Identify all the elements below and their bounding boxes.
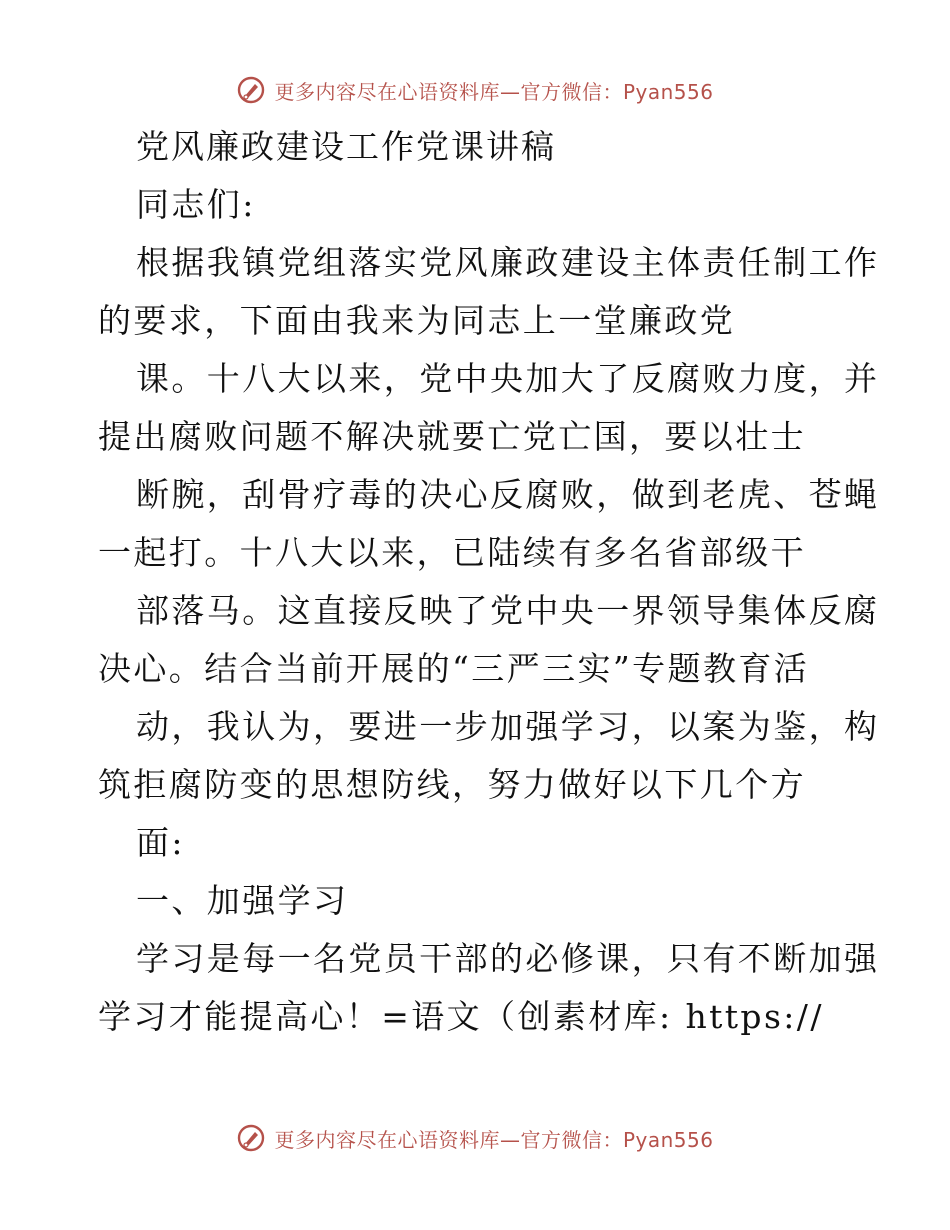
footer-watermark [0, 1118, 950, 1158]
document-title: 党风廉政建设工作党课讲稿 [136, 127, 556, 166]
paragraph-line: 学习才能提高心！=语文（创素材库: https:// [98, 997, 824, 1036]
header-watermark [0, 70, 950, 110]
salutation: 同志们: [136, 185, 256, 224]
paragraph-line: 决心。结合当前开展的“三严三实”专题教育活 [98, 649, 810, 688]
section-heading: 一、加强学习 [136, 881, 349, 920]
pen-seal-icon [236, 75, 266, 105]
paragraph-line: 的要求，下面由我来为同志上一堂廉政党 [98, 301, 736, 340]
paragraph-line: 部落马。这直接反映了党中央一界领导集体反腐 [136, 591, 880, 630]
paragraph-line: 筑拒腐防变的思想防线，努力做好以下几个方 [98, 765, 806, 804]
paragraph-line: 断腕，刮骨疗毒的决心反腐败，做到老虎、苍蝇 [136, 475, 880, 514]
paragraph-line: 根据我镇党组落实党风廉政建设主体责任制工作 [136, 243, 880, 282]
pen-seal-icon [236, 1123, 266, 1153]
paragraph-line: 提出腐败问题不解决就要亡党亡国，要以壮士 [98, 417, 806, 456]
watermark-text: 更多内容尽在心语资料库—官方微信：Pyan556 [274, 1127, 714, 1152]
paragraph-line: 面: [136, 823, 185, 862]
document-body [98, 118, 880, 1046]
watermark-text: 更多内容尽在心语资料库—官方微信：Pyan556 [274, 79, 714, 104]
paragraph-line: 一起打。十八大以来，已陆续有多名省部级干 [98, 533, 806, 572]
paragraph-line: 动，我认为，要进一步加强学习，以案为鉴，构 [136, 707, 880, 746]
paragraph-line: 课。十八大以来，党中央加大了反腐败力度，并 [136, 359, 880, 398]
paragraph-line: 学习是每一名党员干部的必修课，只有不断加强 [136, 939, 880, 978]
